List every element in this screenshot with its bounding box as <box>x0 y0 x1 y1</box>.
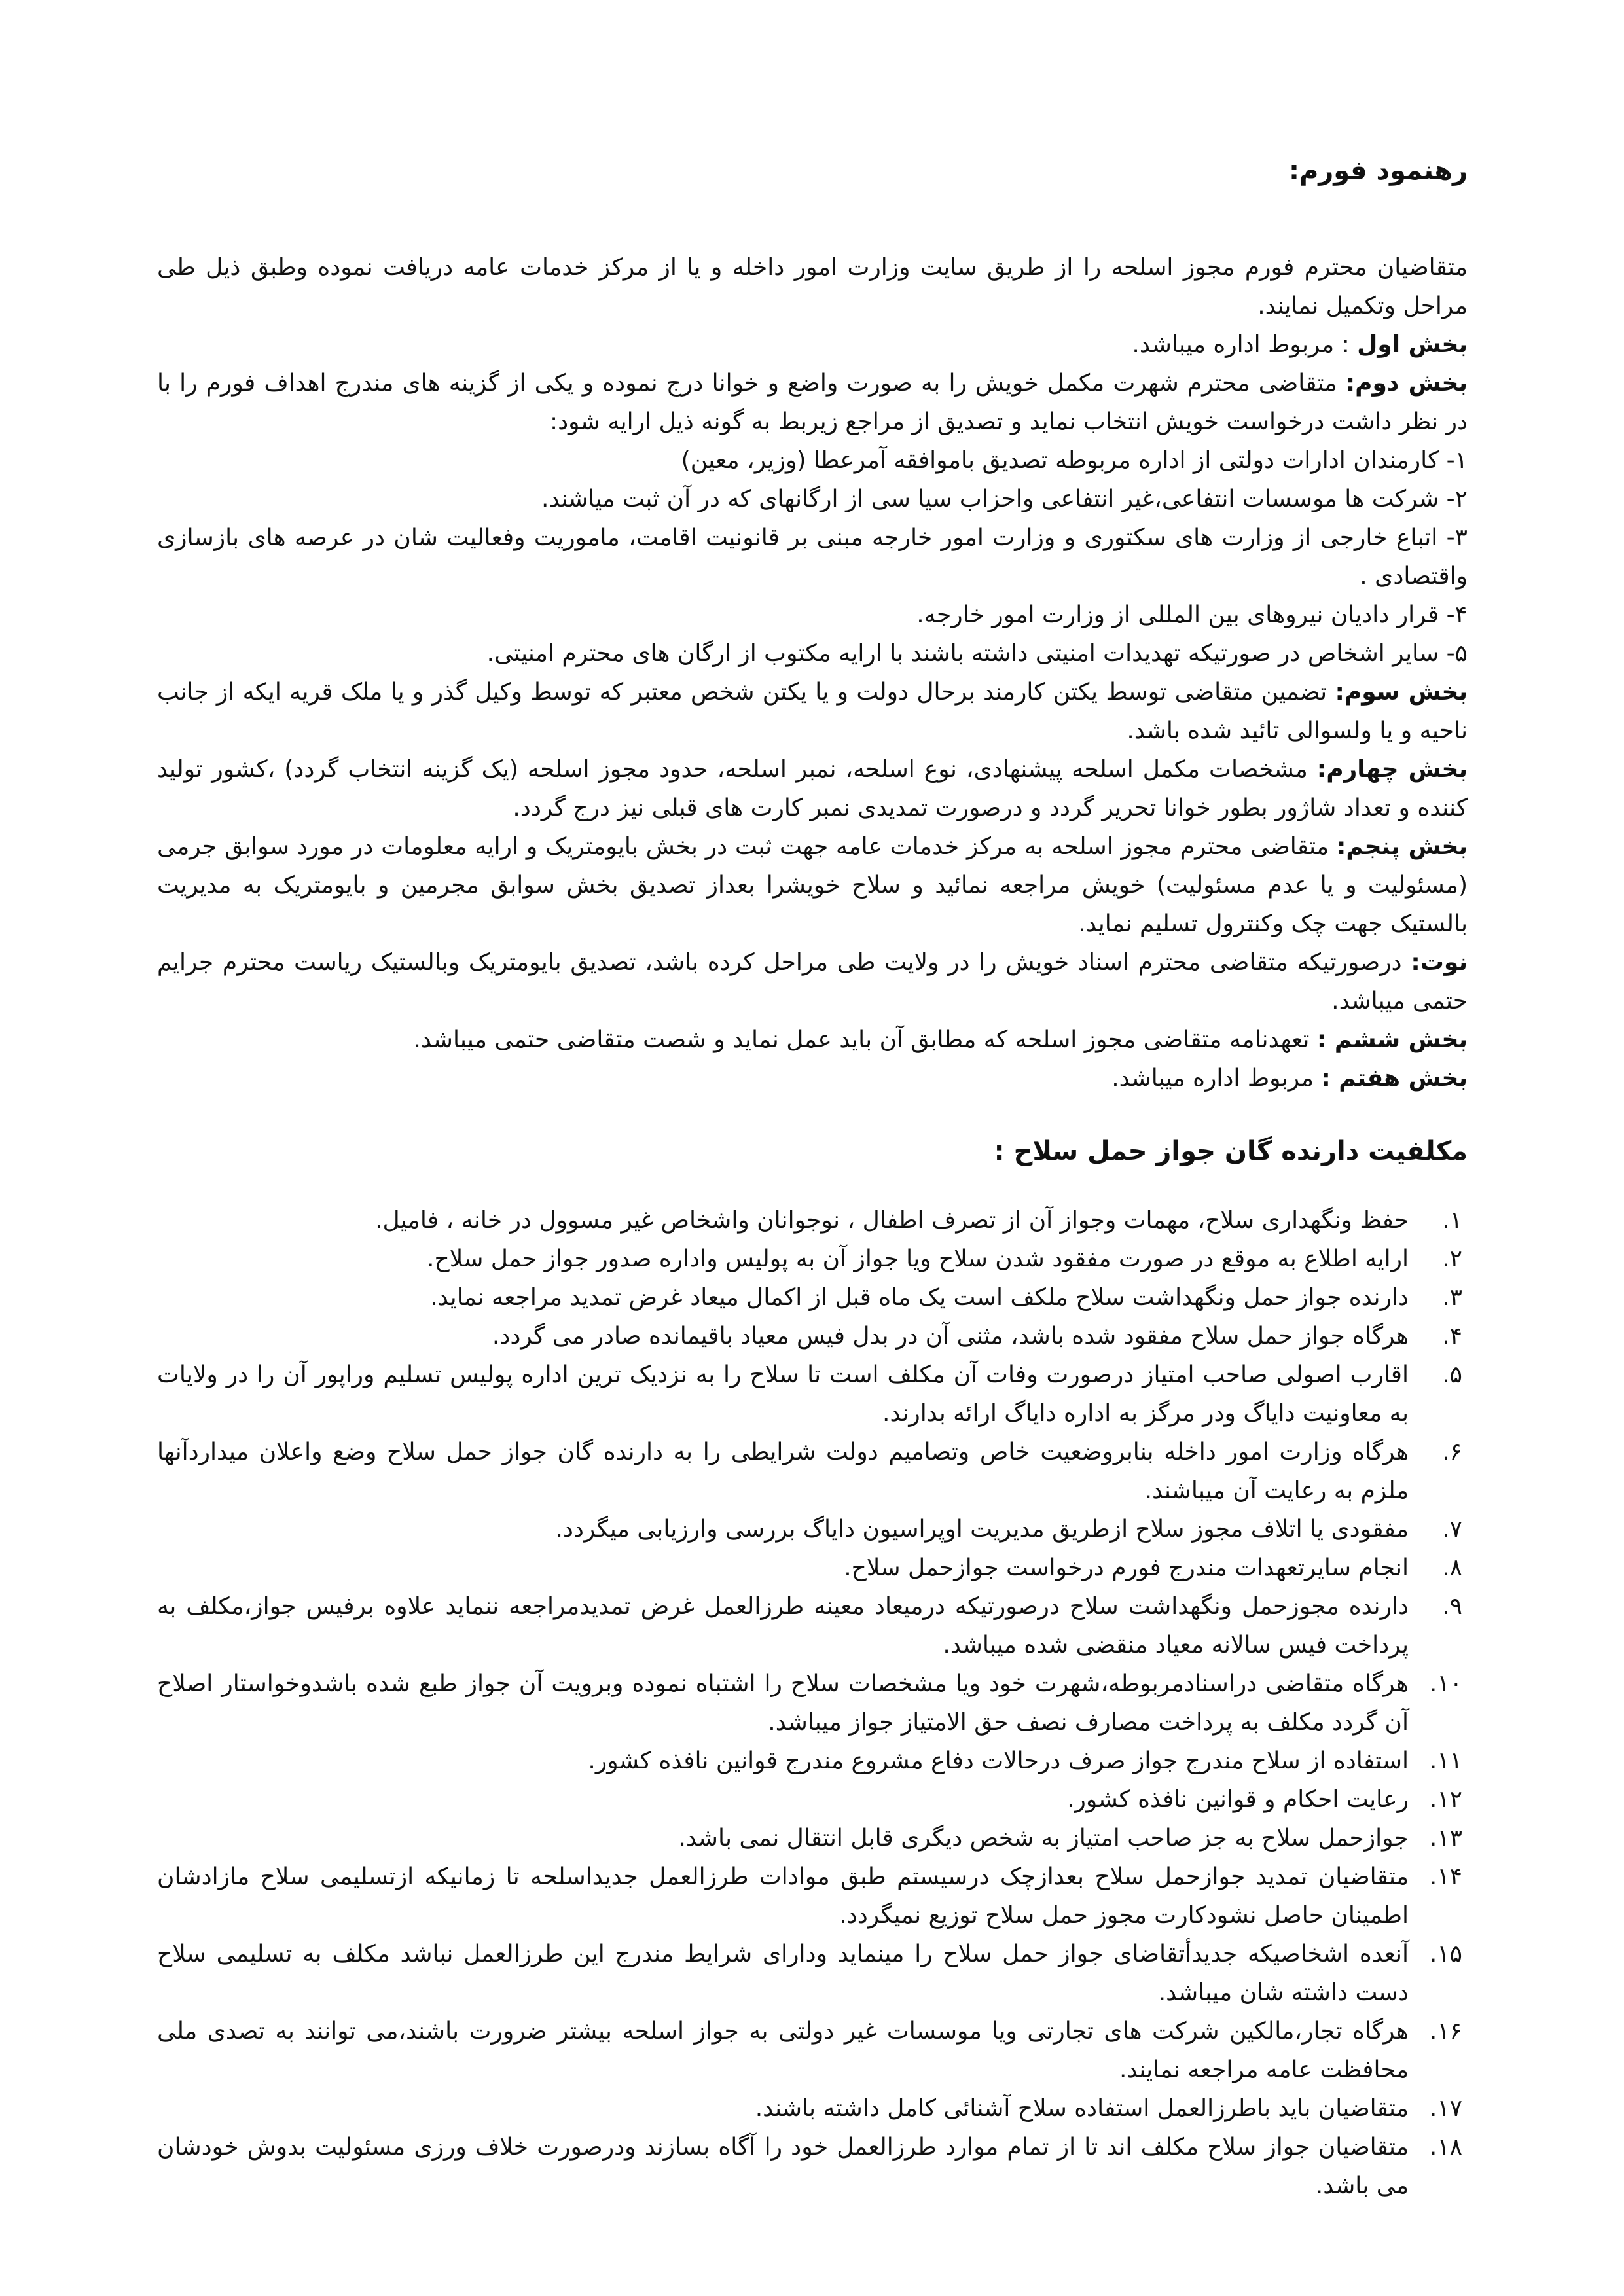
list-item-text: متقاضیان باید باطرزالعمل استفاده سلاح آشنائی کامل داشته باشند. <box>755 2095 1409 2122</box>
section-2-item-2: ۲- شرکت ها موسسات انتفاعی،غیر انتفاعی واحزاب سیا سی از ارگانهای که در آن ثبت میاشند. <box>541 486 1468 512</box>
section-2-text: متقاضی محترم شهرت مکمل خویش را به صورت واضع و خوانا درج نموده و یکی از گزینه های مندرج اهداف فورم را با در نظر داشت درخواست خویش انتخاب نماید و تصدیق از مراجع زیربط به گونه ذیل ارایه شود: <box>157 370 1468 435</box>
list-item-number: ۶. <box>1442 1439 1462 1465</box>
guide-intro: متقاضیان محترم فورم مجوز اسلحه را از طریق سایت وزارت امور داخله و یا از مرکز خدمات عامه دریافت نموده وطبق ذیل طی مراحل وتکمیل نمایند. <box>157 254 1468 319</box>
form-guide-section <box>157 152 1468 1098</box>
list-item <box>157 1278 1462 1317</box>
list-item-number: ۸. <box>1442 1554 1462 1581</box>
section-6 <box>157 1020 1468 1059</box>
list-item <box>157 1317 1462 1355</box>
list-item-text: مفقودی یا اتلاف مجوز سلاح ازطریق مدیریت اوپراسیون دایاگ بررسی وارزیابی میگردد. <box>555 1516 1409 1543</box>
list-item <box>157 1664 1462 1742</box>
list-item-number: ۹. <box>1442 1593 1462 1620</box>
note <box>157 943 1468 1020</box>
list-item-text: متقاضیان جواز سلاح مکلف اند تا از تمام موارد طرزالعمل خود را آگاه بسازند ودرصورت خلاف ورزی مسئولیت بدوش خودشان می باشد. <box>157 2134 1409 2199</box>
section-1-label: بخش اول <box>1357 331 1468 358</box>
list-item-number: ۱. <box>1442 1207 1462 1234</box>
section-4-label: بخش چهارم: <box>1316 756 1468 783</box>
duties-title: مکلفیت دارنده گان جواز حمل سلاح : <box>994 1136 1468 1166</box>
list-item-number: ۱۶. <box>1429 2018 1462 2045</box>
section-5 <box>157 827 1468 943</box>
list-item-text: رعایت احکام و قوانین نافذه کشور. <box>1067 1786 1409 1813</box>
list-item <box>157 1510 1462 1549</box>
section-4 <box>157 750 1468 827</box>
list-item-number: ۱۳. <box>1429 1825 1462 1852</box>
section-7 <box>157 1059 1468 1098</box>
section-5-text: متقاضی محترم مجوز اسلحه به مرکز خدمات عامه جهت ثبت در بخش بایومتریک و ارایه معلومات در مورد سوابق جرمی (مسئولیت و یا عدم مسئولیت) خویش مراجعه نمائید و سلاح خویشرا بعداز تصدیق بخش سوابق مجرمین و بایومتریک به مدیریت بالستیک جهت چک وکنترول تسلیم نماید. <box>157 833 1468 937</box>
section-3-text: تضمین متقاضی توسط یکتن کارمند برحال دولت و یا یکتن شخص معتبر که توسط وکیل گذر و یا ملک قریه ایکه از جانب ناحیه و یا ولسوالی تائید شده باشد. <box>157 679 1468 744</box>
list-item <box>157 2089 1462 2128</box>
list-item-text: حفظ ونگهداری سلاح، مهمات وجواز آن از تصرف اطفال ، نوجوانان واشخاص غیر مسوول در خانه ، فامیل. <box>375 1207 1409 1234</box>
list-item-number: ۱۷. <box>1429 2095 1462 2122</box>
list-item <box>157 1742 1462 1780</box>
list-item-text: هرگاه تجار،مالکین شرکت های تجارتی ویا موسسات غیر دولتی به جواز اسلحه بیشتر ضرورت باشند،می توانند به تصدی ملی محافظت عامه مراجعه نمایند. <box>157 2018 1409 2083</box>
list-item-number: ۱۵. <box>1429 1941 1462 1967</box>
section-3-label: بخش سوم: <box>1335 679 1468 706</box>
section-7-text: مربوط اداره میباشد. <box>1111 1065 1322 1092</box>
holder-duties-section <box>157 1132 1468 2205</box>
list-item-number: ۳. <box>1442 1284 1462 1311</box>
list-item-number: ۵. <box>1442 1361 1462 1388</box>
list-item-number: ۱۱. <box>1429 1748 1462 1774</box>
list-item-number: ۱۸. <box>1429 2134 1462 2161</box>
section-6-text: تعهدنامه متقاضی مجوز اسلحه که مطابق آن باید عمل نماید و شصت متقاضی حتمی میباشد. <box>413 1026 1317 1053</box>
list-item-text: متقاضیان تمدید جوازحمل سلاح بعدازچک درسیستم طبق موادات طرزالعمل جدیداسلحه تا زمانیکه ازتسلیمی سلاح مازادشان اطمینان حاصل نشودکارت مجوز حمل سلاح توزیع نمیگردد. <box>157 1863 1409 1929</box>
section-2-item-5: ۵- سایر اشخاص در صورتیکه تهدیدات امنیتی داشته باشند با ارایه مکتوب از ارگان های محترم امنیتی. <box>486 640 1468 667</box>
section-1-text: : مربوط اداره میباشد. <box>1132 331 1358 358</box>
list-item-number: ۱۲. <box>1429 1786 1462 1813</box>
list-item-text: آنعده اشخاصیکه جدیدأتقاضای جواز حمل سلاح را مینماید ودارای شرایط مندرج این طرزالعمل نباشد مکلف به تسلیمی سلاح دست داشته شان میباشد. <box>157 1941 1409 2006</box>
list-item-text: دارنده مجوزحمل ونگهداشت سلاح درصورتیکه درمیعاد معینه طرزالعمل غرض تمدیدمراجعه ننماید علاوه برفیس جواز،مکلف به پرداخت فیس سالانه معیاد منقضی شده میباشد. <box>157 1593 1409 1659</box>
list-item <box>157 1240 1462 1278</box>
list-item-number: ۱۰. <box>1429 1670 1462 1697</box>
list-item <box>157 2128 1462 2205</box>
list-item-text: دارنده جواز حمل ونگهداشت سلاح ملکف است یک ماه قبل از اکمال میعاد غرض تمدید مراجعه نماید. <box>430 1284 1409 1311</box>
section-3 <box>157 673 1468 750</box>
section-2 <box>157 364 1468 441</box>
list-item <box>157 1857 1462 1935</box>
list-item <box>157 1433 1462 1510</box>
section-2-item-4: ۴- قرار دادیان نیروهای بین المللی از وزارت امور خارجه. <box>916 601 1468 628</box>
list-item-number: ۴. <box>1442 1323 1462 1350</box>
list-item-text: هرگاه متقاضی دراسنادمربوطه،شهرت خود ویا مشخصات سلاح را اشتباه نموده وبرویت آن جواز طبع شده باشدوخواستار اصلاح آن گردد مکلف به پرداخت مصارف نصف حق الامتیاز جواز میباشد. <box>157 1670 1409 1736</box>
list-item-text: جوازحمل سلاح به جز صاحب امتیاز به شخص دیگری قابل انتقال نمی باشد. <box>678 1825 1409 1852</box>
section-2-item-3: ۳- اتباع خارجی از وزارت های سکتوری و وزارت امور خارجه مبنی بر قانونیت اقامت، ماموریت وفعالیت شان در عرصه های بازسازی واقتصادی . <box>157 524 1468 590</box>
list-item <box>157 1549 1462 1587</box>
list-item-number: ۱۴. <box>1429 1863 1462 1890</box>
list-item-text: استفاده از سلاح مندرج جواز صرف درحالات دفاع مشروع مندرج قوانین نافذه کشور. <box>588 1748 1409 1774</box>
section-7-label: بخش هفتم : <box>1321 1065 1468 1092</box>
section-2-label: بخش دوم: <box>1345 370 1468 397</box>
guide-title: رهنمود فورم: <box>1288 156 1468 186</box>
list-item <box>157 1819 1462 1857</box>
list-item-text: هرگاه جواز حمل سلاح مفقود شده باشد، مثنی آن در بدل فیس معیاد باقیمانده صادر می گردد. <box>492 1323 1409 1350</box>
list-item-text: اقارب اصولی صاحب امتیاز درصورت وفات آن مکلف است تا سلاح را به نزدیک ترین اداره پولیس تسلیم وراپور آن را در ولایات به معاونیت دایاگ ودر مرگز به اداره دایاگ ارائه بدارند. <box>157 1361 1409 1427</box>
section-2-item-1: ۱- کارمندان ادارات دولتی از اداره مربوطه تصدیق باموافقه آمرعطا (وزیر، معین) <box>681 447 1468 474</box>
duties-list <box>157 1201 1468 2205</box>
list-item-text: انجام سایرتعهدات مندرج فورم درخواست جوازحمل سلاح. <box>844 1554 1409 1581</box>
list-item <box>157 2012 1462 2089</box>
list-item <box>157 1355 1462 1433</box>
section-4-text: مشخصات مکمل اسلحه پیشنهادی، نوع اسلحه، نمبر اسلحه، حدود مجوز اسلحه (یک گزینه انتخاب گردد) ،کشور تولید کننده و تعداد شاژور بطور خوانا تحریر گردد و درصورت تمدیدی نمبر کارت های قبلی نیز درج گردد. <box>157 756 1468 821</box>
list-item <box>157 1201 1462 1240</box>
section-5-label: بخش پنجم: <box>1336 833 1468 860</box>
note-label: نوت: <box>1411 949 1468 976</box>
section-1 <box>157 325 1468 364</box>
note-text: درصورتیکه متقاضی محترم اسناد خویش را در ولایت طی مراحل کرده باشد، تصدیق بایومتریک وبالستیک ریاست محترم جرایم حتمی میباشد. <box>157 949 1468 1014</box>
section-6-label: بخش ششم : <box>1316 1026 1468 1053</box>
list-item-number: ۲. <box>1442 1246 1462 1272</box>
list-item-text: هرگاه وزارت امور داخله بنابروضعیت خاص وتصامیم دولت شرایطی را به دارنده گان جواز حمل سلاح وضع واعلان میدارد‌آنها ملزم به رعایت آن میباشند. <box>157 1439 1409 1504</box>
list-item <box>157 1935 1462 2012</box>
list-item-number: ۷. <box>1442 1516 1462 1543</box>
list-item <box>157 1587 1462 1664</box>
list-item-text: ارایه اطلاع به موقع در صورت مفقود شدن سلاح ویا جواز آن به پولیس واداره صدور جواز حمل سلاح. <box>427 1246 1409 1272</box>
list-item <box>157 1780 1462 1819</box>
